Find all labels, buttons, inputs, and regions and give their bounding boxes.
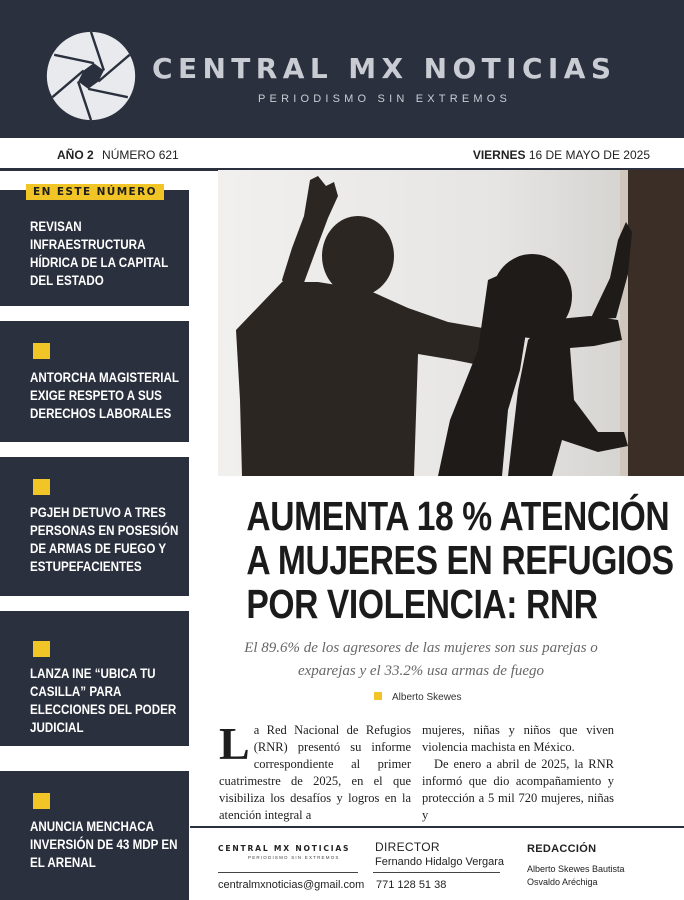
yellow-square-icon — [33, 343, 50, 359]
silhouette-photo-icon — [218, 170, 684, 476]
footer — [190, 826, 684, 900]
footer-brand: CENTRAL MX NOTICIAS — [218, 844, 351, 853]
sidebar-item-menchaca[interactable] — [0, 771, 189, 900]
issue-info — [57, 148, 179, 162]
in-this-issue-label: EN ESTE NÚMERO — [26, 184, 164, 200]
footer-phone: 771 128 51 38 — [376, 879, 447, 891]
sidebar-headline-wrap — [30, 665, 181, 737]
sidebar-headline-wrap — [30, 818, 181, 872]
sidebar-headline: ANUNCIA MENCHACA INVERSIÓN DE 43 MDP EN EL ARENAL — [30, 819, 178, 870]
footer-divider — [373, 872, 500, 873]
headline-line-3: POR VIOLENCIA: RNR — [246, 581, 598, 627]
sidebar-item-ine[interactable] — [0, 611, 189, 746]
sidebar-headline-wrap — [30, 218, 181, 290]
yellow-square-icon — [33, 641, 50, 657]
masthead-title: CENTRAL MX NOTICIAS — [152, 52, 617, 85]
article-byline — [374, 692, 461, 703]
sidebar-headline-wrap — [30, 504, 181, 576]
yellow-square-icon — [33, 793, 50, 809]
issue-year: AÑO 2 — [57, 148, 94, 162]
article-column-2 — [422, 722, 614, 824]
article-headline — [210, 493, 674, 627]
headline-line-1: AUMENTA 18 % ATENCIÓN — [246, 493, 670, 539]
issue-bar — [0, 146, 684, 166]
yellow-square-icon — [33, 479, 50, 495]
footer-divider — [218, 872, 358, 873]
newsroom-label: REDACCIÓN — [527, 843, 597, 855]
masthead-tagline: PERIODISMO SIN EXTREMOS — [258, 93, 512, 105]
sidebar-item-antorcha[interactable] — [0, 321, 189, 442]
article-subhead: El 89.6% de los agresores de las mujeres son sus parejas o exparejas y el 33.2% usa armas de fuego — [244, 640, 598, 679]
sidebar-headline: PGJEH DETUVO A TRES PERSONAS EN POSESIÓN DE ARMAS DE FUEGO Y ESTUPEFACIENTES — [30, 505, 179, 574]
aperture-logo-icon — [45, 30, 137, 122]
director-name: Fernando Hidalgo Vergara — [375, 856, 505, 868]
sidebar-headline: REVISAN INFRAESTRUCTURA HÍDRICA DE LA CAPITAL DEL ESTADO — [30, 219, 169, 288]
issue-date-text: 16 DE MAYO DE 2025 — [525, 148, 650, 162]
newsroom-member-1: Alberto Skewes Bautista — [527, 864, 625, 874]
director-label: DIRECTOR — [375, 840, 440, 854]
masthead — [0, 0, 684, 138]
sidebar-headline-wrap — [30, 369, 181, 423]
lead-photo — [218, 170, 684, 476]
sidebar-item-pgjeh[interactable] — [0, 457, 189, 596]
sidebar-headline: LANZA INE “UBICA TU CASILLA” PARA ELECCIONES DEL PODER JUDICIAL — [30, 666, 177, 735]
issue-date — [473, 148, 650, 162]
drop-cap: L — [219, 718, 250, 769]
article-column-1 — [219, 718, 411, 824]
issue-weekday: VIERNES — [472, 148, 526, 162]
column-1-text: a Red Nacional de Refugios (RNR) presentó su informe correspondiente al primer cuatrimestre de 2025, en el que visibiliza los desafíos y logros en la atención integral a — [219, 723, 411, 822]
yellow-square-icon — [374, 692, 382, 700]
column-2-paragraph-1: mujeres, niñas y niños que viven violencia machista en México. — [422, 723, 614, 754]
footer-tagline: PERIODISMO SIN EXTREMOS — [248, 855, 340, 860]
sidebar-headline: ANTORCHA MAGISTERIAL EXIGE RESPETO A SUS DERECHOS LABORALES — [30, 370, 179, 421]
column-2-paragraph-2: De enero a abril de 2025, la RNR informó que dio acompañamiento y protección a 5 mil 720 mujeres, niñas y — [422, 757, 614, 822]
footer-email[interactable]: centralmxnoticias@gmail.com — [218, 879, 365, 891]
sidebar-item-water[interactable] — [0, 190, 189, 306]
author-name: Alberto Skewes — [392, 692, 462, 703]
headline-line-2: A MUJERES EN REFUGIOS — [246, 537, 674, 583]
newsroom-member-2: Osvaldo Aréchiga — [527, 877, 598, 887]
issue-number: NÚMERO 621 — [102, 148, 179, 162]
